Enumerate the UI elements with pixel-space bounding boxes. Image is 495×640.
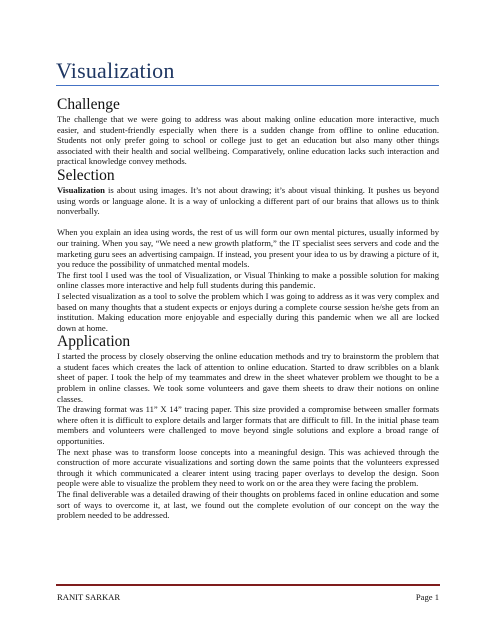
selection-paragraph-3: The first tool I used was the tool of Visualization, or Visual Thinking to make a possible solution for making online classes more interactive and help full students during this pandemic. <box>57 269 439 291</box>
application-paragraph-1: I started the process by closely observing the online education methods and try to brainstorm the problem that a student faces which creates the lack of attention to online education. Started to draw scribbles on a blank sheet of paper. I took the help of my teammates and drew in the sheet whatever problem we thought to be a problem in online classes. We took some volunteers and gave them sheets to draw their notions on online classes. <box>57 351 439 404</box>
footer-author: RANIT SARKAR <box>57 592 121 602</box>
application-paragraph-4: The final deliverable was a detailed drawing of their thoughts on problems faced in online education and some sort of ways to overcome it, at last, we found out the complete evolution of our concept on the way the problem needed to be addressed. <box>57 489 439 521</box>
footer-page-number: Page 1 <box>415 592 439 602</box>
section-heading-selection: Selection <box>57 166 115 184</box>
selection-lead-term: Visualization <box>57 184 105 195</box>
selection-paragraph-4: I selected visualization as a tool to solve the problem which I was going to address as it was very complex and based on many thoughts that a student expects or enjoys during a complete course session he/she gets from an institution. Making education more enjoyable and especially during this pandemic when we all are locked down at home. <box>57 290 439 333</box>
section-application <box>57 333 439 521</box>
title-underline <box>56 85 439 86</box>
section-challenge <box>57 96 439 167</box>
section-selection <box>57 167 439 333</box>
section-heading-challenge: Challenge <box>57 96 120 113</box>
application-paragraph-3: The next phase was to transform loose concepts into a meaningful design. This was achieved through the construction of more accurate visualizations and sorting down the same points that the volunteers expressed through it which communicated a clearer intent using tracing paper overlays to develop the design. Soon people were able to visualize the problem they need to work on or the area they were facing the problem. <box>57 446 439 489</box>
page-title: Visualization <box>56 58 175 83</box>
section-heading-application: Application <box>57 333 131 351</box>
selection-paragraph-1 <box>57 185 439 217</box>
footer-divider <box>56 584 440 586</box>
selection-paragraph-1-text: is about using images. It’s not about drawing; it’s about visual thinking. It pushes us beyond using words or language alone. It is a way of unlocking a different part of our brains that allows us to think nonverbally. <box>57 184 439 217</box>
challenge-paragraph-1: The challenge that we were going to address was about making online education more interactive, much easier, and student-friendly especially when there is a sudden change from offline to online education. Students not only prefer going to school or college just to get an education but also many other things associated with their health and social wellbeing. Comparatively, online education lacks such interaction and practical knowledge convey methods. <box>57 114 439 167</box>
document-body <box>57 96 439 521</box>
application-paragraph-2: The drawing format was 11” X 14” tracing paper. This size provided a compromise between smaller formats where often it is difficult to explore details and larger formats that are difficult to fill. In the initial phase team members and volunteers were challenged to move beyond single solutions and explore a broad range of opportunities. <box>57 404 439 447</box>
selection-paragraph-2: When you explain an idea using words, the rest of us will form our own mental pictures, usually informed by our training. When you say, “We need a new growth platform,” the IT specialist sees servers and code and the marketing guru sees an advertising campaign. If instead, you present your idea to us by drawing a picture of it, you reduce the possibility of unmatched mental models. <box>57 227 439 270</box>
